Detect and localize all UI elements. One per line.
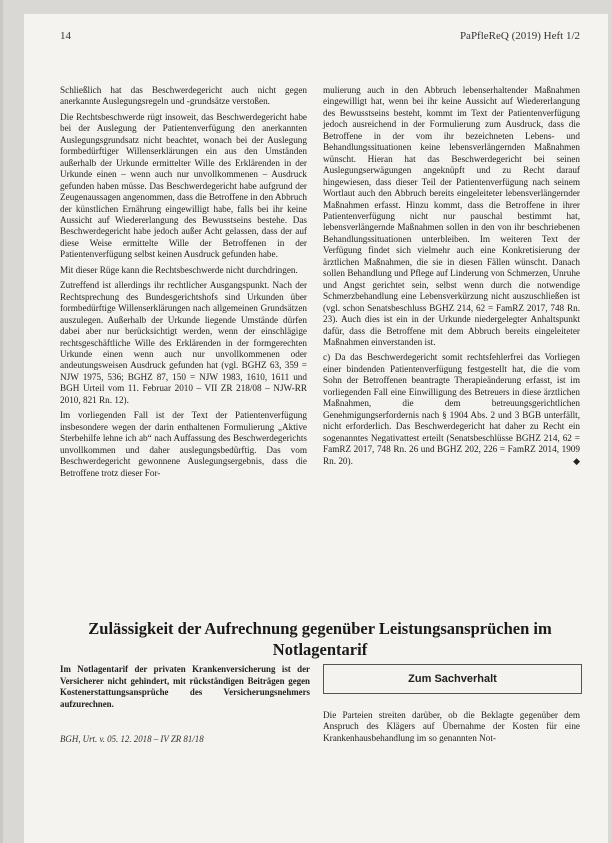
paragraph: Zutreffend ist allerdings ihr rechtlicher Ausgangspunkt. Nach der Rechtsprechung des Bundesgerichtshofs sind Urkunden über formbedürftige Willenserklärungen nach allgemeinen Grundsätzen auszulegen. Außerhalb der Urkunde liegende Umstände dürfen dabei aber nur berücksichtigt werden, wenn der einschlägige rechtsgeschäftliche Wille des Erklärenden in der formgerechten Urkunde einen wenn auch nur unvollkommenen oder andeutungsweisen Ausdruck gefunden hat (vgl. BGHZ 63, 359 = NJW 1975, 536; BGHZ 87, 150 = NJW 1983, 1610, 1611 und BGH Urteil vom 11. Februar 2010 – VII ZR 218/08 – NJW-RR 2010, 821 Rn. 12).	[60, 280, 307, 405]
article-end-mark: ◆	[573, 455, 580, 466]
scan-fold-shadow	[0, 0, 3, 843]
journal-reference: PaPfleReQ (2019) Heft 1/2	[459, 30, 580, 42]
paragraph: mulierung auch in den Abbruch lebenserhaltender Maßnahmen eingewilligt hat, wenn bei ihr keine Aussicht auf Wiedererlangung des Bewusstseins besteht, kommt im Text der Patientenverfügung jedoch ausreichend in der Formulierung zum Ausdruck, dass die Betroffene in der vom ihr bezeichneten Lebens- und Behandlungssituationen keine lebensverlängernden Maßnahmen wünscht. Hieran hat das Beschwerdegericht bei seinen Auslegungserwägungen angeknüpft und zu Recht darauf hingewiesen, dass dieser Teil der Patientenverfügung nach seinem Wortlaut auch den Abbruch bereits eingeleiteter lebensverlängernder Maßnahmen erfasst. Hinzu kommt, dass die Betroffene in ihrer Patientenverfügung nicht nur pauschal bestimmt hat, lebensverlängernde Maßnahmen sollen in den von ihr beschriebenen Behandlungssituationen unterbleiben. Im weiteren Text der Verfügung findet sich vielmehr auch eine Konkretisierung der ärztlichen Maßnahmen, die sie in diesen Fällen wünscht. Danach sollen Behandlung und Pflege auf Linderung von Schmerzen, Unruhe und Angst gerichtet sein, selbst wenn durch die notwendige Schmerzbehandlung eine Lebensverkürzung nicht auszuschließen ist (vgl. schon Senatsbeschluss BGHZ 214, 62 = FamRZ 2017, 748 Rn. 23). Auch dies ist ein in der Urkunde niedergelegter Anhaltspunkt dafür, dass die Betroffene mit dem Abbruch bereits eingeleiteter Maßnahmen einverstanden ist.	[323, 85, 580, 347]
court-citation: BGH, Urt. v. 05. 12. 2018 – IV ZR 81/18	[60, 734, 204, 744]
left-text-column	[60, 85, 307, 483]
article-title: Zulässigkeit der Aufrechnung gegenüber Leistungsansprüchen im Notlagentarif	[88, 619, 552, 659]
article-headnote: Im Notlagentarif der privaten Krankenversicherung ist der Versicherer nicht gehindert, mit rückständigen Beiträgen gegen Kostenerstattungsansprüche des Versicherungsnehmers aufzurechnen.	[60, 664, 310, 709]
page-number: 14	[60, 30, 71, 42]
paragraph: Schließlich hat das Beschwerdegericht auch nicht gegen anerkannte Auslegungsregeln und -grundsätze verstoßen.	[60, 85, 307, 107]
paragraph: Mit dieser Rüge kann die Rechtsbeschwerde nicht durchdringen.	[60, 264, 298, 275]
paragraph-with-endmark	[323, 352, 580, 467]
section-heading: Zum Sachverhalt	[408, 673, 497, 685]
paragraph-text: c) Da das Beschwerdegericht somit rechtsfehlerfrei das Vorliegen einer bindenden Patientenverfügung festgestellt hat, die die vom Sohn der Betroffenen beantragte Therapieänderung erfasst, ist im vorliegenden Fall eine Einwilligung des Betreuers in diese ärztlichen Maßnahmen, die dem betreuungsgerichtlichen Genehmigungserfordernis nach § 1904 Abs. 2 und 3 BGB unterfällt, nicht erforderlich. Das Beschwerdegericht hat daher zu Recht ein sogenanntes Negativattest erteilt (Senatsbeschlüsse BGHZ 214, 62 = FamRZ 2017, 748 Rn. 26 und BGHZ 202, 226 = FamRZ 2014, 1909 Rn. 20).	[323, 352, 580, 466]
paragraph: Im vorliegenden Fall ist der Text der Patientenverfügung insbesondere wegen der darin enthaltenen Formulierung „Aktive Sterbehilfe lehne ich ab“ nach Auffassung des Beschwerdegerichts unvollkommen und daher auslegungsbedürftig. Das vom Beschwerdegericht gewonnene Auslegungsergebnis, dass die Betroffene trotz dieser For-	[60, 410, 307, 478]
section-body-text: Die Parteien streiten darüber, ob die Beklagte gegenüber dem Anspruch des Klägers auf Übernahme der Kosten für eine Krankenhausbehandlung im so genannten Not-	[323, 710, 580, 743]
section-heading-box	[323, 664, 582, 694]
paragraph: Die Rechtsbeschwerde rügt insoweit, das Beschwerdegericht habe bei der Auslegung der Patientenverfügung den anerkannten Auslegungsgrundsatz nicht beachtet, wonach bei der Auslegung formbedürftiger Willenserklärungen ein aus den Umständen außerhalb der Urkunde ermittelter Wille des Erklärenden in der Urkunde einen – wenn auch nur unvollkommenen – Ausdruck gefunden haben müsse. Das Beschwerdegericht habe aufgrund der Zeugenaussagen angenommen, dass die Betroffene in den Abbruch der künstlichen Ernährung eingewilligt habe, falls bei ihr keine Aussicht auf Wiedererlangung des Bewusstseins bestehe. Das Beschwerdegericht habe jedoch außer Acht gelassen, dass der auf diese Weise ermittelte Wille der Betroffenen in der Patientenverfügung selbst keinen Ausdruck gefunden habe.	[60, 111, 307, 260]
right-text-column	[323, 85, 580, 471]
